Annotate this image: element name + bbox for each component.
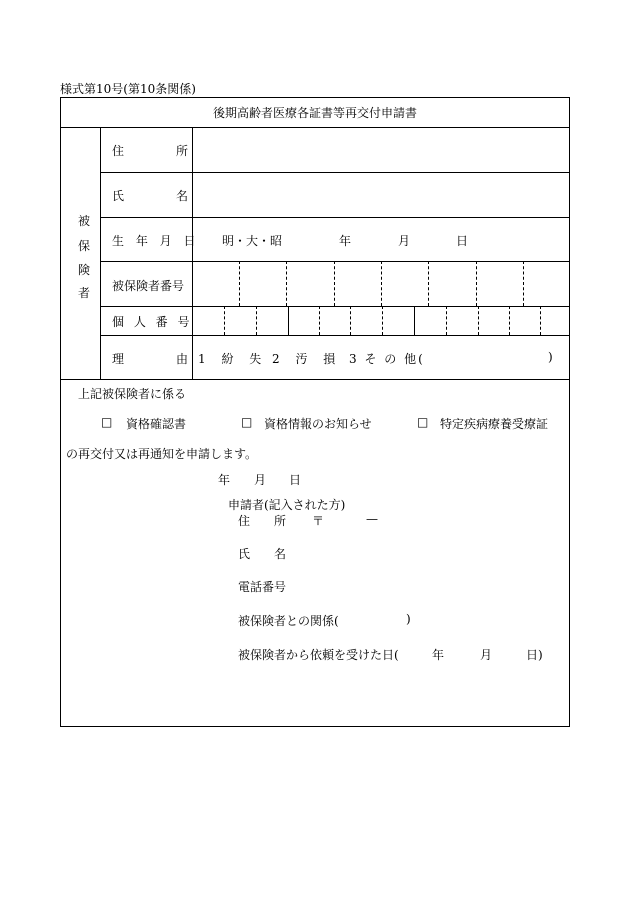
row-divider — [100, 217, 570, 218]
relation-label: 被保険者との関係( — [238, 614, 339, 628]
applicant-phone-label: 電話番号 — [238, 580, 287, 594]
relation-close: ) — [406, 612, 411, 626]
address-label: 住 — [112, 144, 125, 158]
option-specific-disease-cert: 特定疾病療養受療証 — [440, 417, 549, 431]
reason-damaged[interactable]: 2 汚 損 — [272, 352, 339, 366]
dob-day: 日 — [456, 234, 469, 248]
dob-year: 年 — [339, 234, 352, 248]
option-qualification-cert: 資格確認書 — [126, 417, 187, 431]
reason-close-paren: ) — [548, 350, 553, 364]
request-received-month: 月 — [480, 648, 493, 662]
request-date-day: 日 — [289, 473, 302, 487]
applicant-address-label: 住 所 — [238, 514, 293, 528]
reason-lost[interactable]: 1 紛 失 — [198, 352, 265, 366]
insured-side-label: 者 — [78, 286, 91, 300]
request-date-month: 月 — [254, 473, 267, 487]
applicant-heading: 申請者(記入された方) — [228, 498, 346, 512]
name-field[interactable] — [193, 173, 569, 216]
form-title: 後期高齢者医療各証書等再交付申請書 — [212, 106, 417, 120]
request-received-year: 年 — [432, 648, 445, 662]
checkbox-qualification-cert[interactable]: □ — [101, 415, 113, 429]
dob-month: 月 — [398, 234, 411, 248]
request-closing: の再交付又は再通知を申請します。 — [66, 447, 258, 461]
checkbox-qualification-notice[interactable]: □ — [241, 415, 253, 429]
address-field[interactable] — [193, 128, 569, 171]
insured-side-label: 保 — [78, 239, 91, 253]
insured-side-label: 険 — [78, 263, 91, 277]
applicant-name-label: 氏 名 — [238, 547, 293, 561]
section-divider — [60, 379, 570, 380]
insured-number-label: 被保険者番号 — [112, 279, 185, 293]
postal-mark: 〒 — [312, 514, 325, 528]
checkbox-specific-disease-cert[interactable]: □ — [417, 415, 429, 429]
dob-label: 生 年 月 日 — [112, 234, 200, 248]
personal-number-field[interactable] — [193, 307, 569, 334]
form-number: 様式第10号(第10条関係) — [60, 82, 196, 96]
address-label: 所 — [176, 144, 189, 158]
insured-number-field[interactable] — [193, 262, 569, 305]
request-received-label: 被保険者から依頼を受けた日( — [238, 648, 399, 662]
reason-other[interactable]: 3 そ の 他( — [349, 352, 425, 366]
request-date-year: 年 — [218, 473, 231, 487]
personal-number-label: 個 人 番 号 — [112, 315, 193, 329]
postal-dash: — — [366, 512, 378, 526]
name-label: 名 — [176, 189, 189, 203]
label-column-divider — [100, 127, 101, 379]
reason-label: 由 — [176, 352, 189, 366]
option-qualification-notice: 資格情報のお知らせ — [264, 417, 372, 431]
reason-label: 理 — [112, 352, 125, 366]
insured-side-label: 被 — [78, 214, 91, 228]
dob-era[interactable]: 明・大・昭 — [222, 234, 283, 248]
name-label: 氏 — [112, 189, 125, 203]
row-divider — [100, 335, 570, 336]
request-received-day: 日) — [526, 648, 543, 662]
request-intro: 上記被保険者に係る — [78, 387, 187, 401]
